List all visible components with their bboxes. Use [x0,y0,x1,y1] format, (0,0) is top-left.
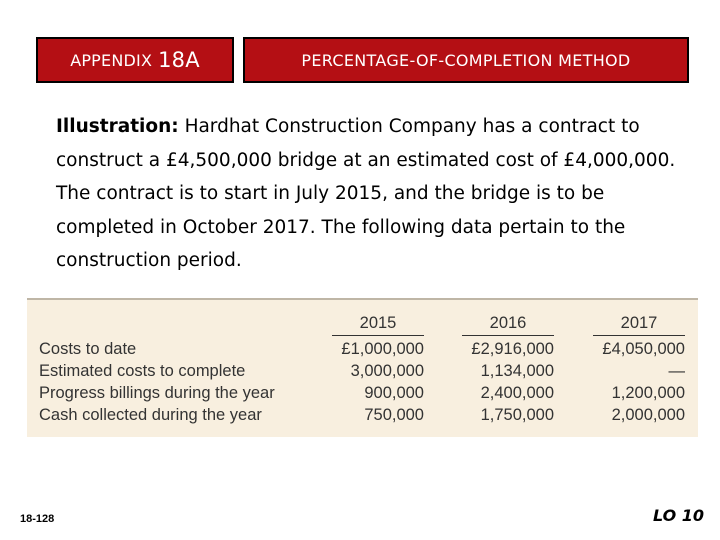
column-header-2017: 2017 [593,314,685,336]
slide-number: 18-128 [20,513,55,525]
slide-title-text: PERCENTAGE-OF-COMPLETION METHOD [301,50,631,70]
table-cell: — [668,362,685,380]
appendix-number: 18A [158,48,200,72]
table-cell: 2,000,000 [611,406,685,424]
table-cell: 1,200,000 [611,384,685,402]
illustration-paragraph [56,110,696,278]
row-label-costs-to-date: Costs to date [39,340,137,358]
table-cell: 1,134,000 [480,362,554,380]
appendix-badge [36,37,234,83]
column-header-2015: 2015 [332,314,424,336]
table-cell: 2,400,000 [480,384,554,402]
row-label-cash-collected: Cash collected during the year [39,406,262,424]
table-cell: £1,000,000 [341,340,424,358]
learning-objective: LO 10 [652,506,704,525]
illustration-lead: Illustration: [56,116,179,137]
row-label-progress-billings: Progress billings during the year [39,384,275,402]
illustration-text: Hardhat Construction Company has a contract to construct a £4,500,000 bridge at an estimated cost of £4,000,000. The contract is to start in July 2015, and the bridge is to be completed in October 2017. The following data pertain to the construction period. [56,116,676,271]
column-header-2016: 2016 [462,314,554,336]
slide-title [243,37,689,83]
table-cell: 3,000,000 [350,362,424,380]
row-label-estimated-costs: Estimated costs to complete [39,362,246,380]
construction-data-table [27,298,698,437]
table-cell: £4,050,000 [602,340,685,358]
table-cell: 1,750,000 [480,406,554,424]
table-cell: 900,000 [364,384,424,402]
table-cell: 750,000 [364,406,424,424]
table-cell: £2,916,000 [471,340,554,358]
appendix-label: APPENDIX [70,50,153,70]
